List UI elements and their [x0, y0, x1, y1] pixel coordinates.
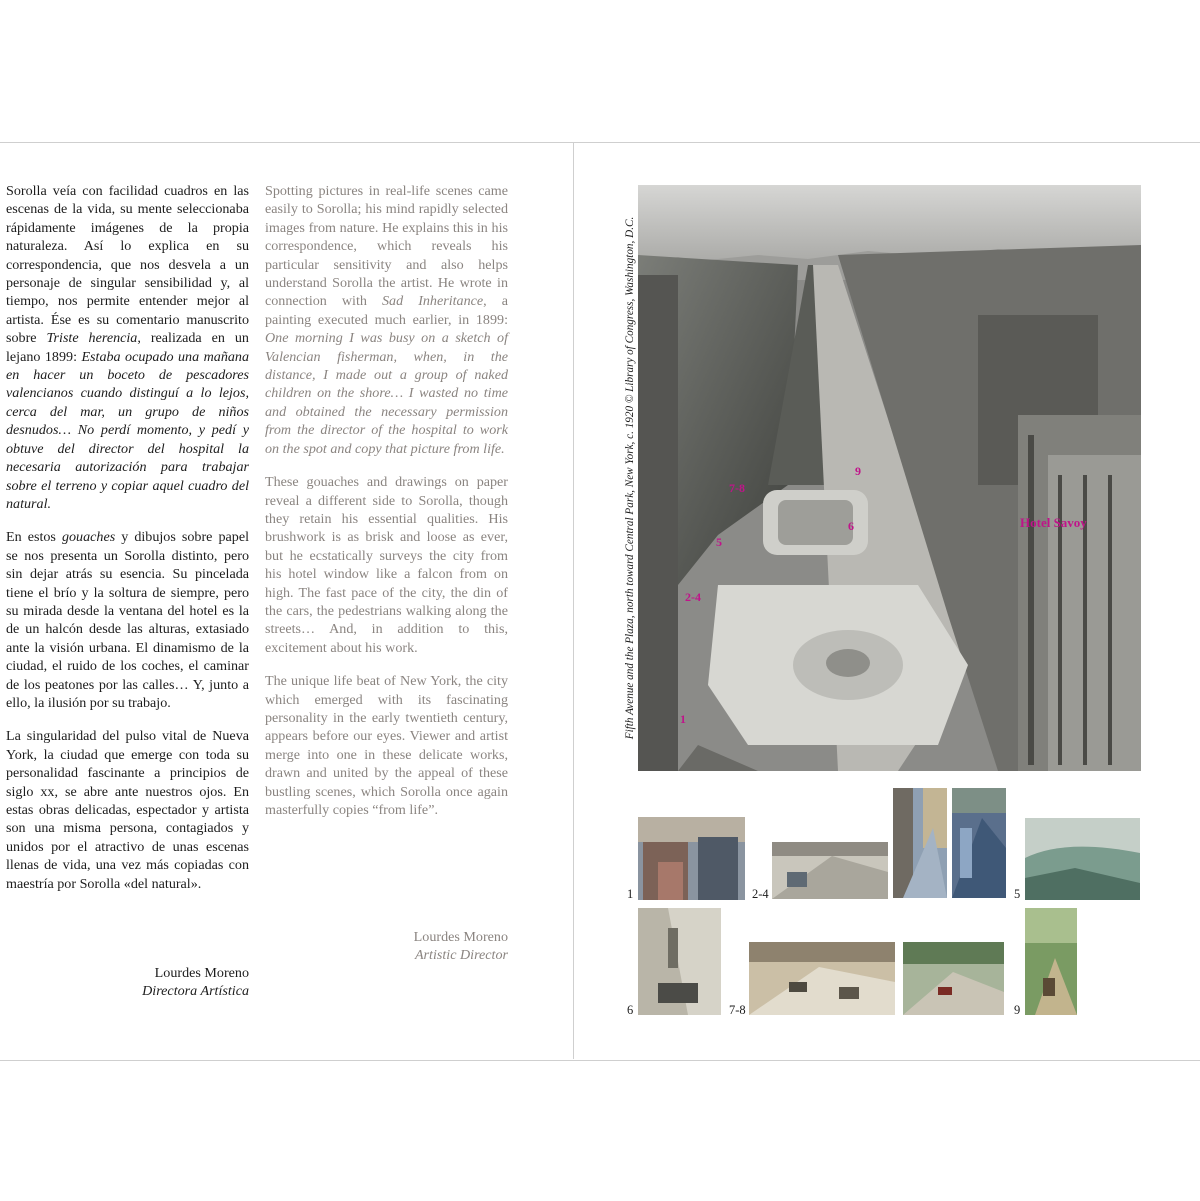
signature-role: Artistic Director [414, 947, 508, 964]
thumbnail-label-5: 5 [1014, 887, 1021, 901]
thumbnail-9 [1025, 908, 1077, 1015]
photo-marker-2-4: 2-4 [685, 590, 701, 604]
paragraph: Sorolla veía con facilidad cuadros en las escenas de la vida, su mente seleccionaba rápidamente imágenes de la propia naturaleza. Así lo explica en su correspondencia, que nos desvela a un personaje de singular sensibilidad y, al tiempo, nos permite entender mejor al artista. Ése es su comentario manuscrito sobre Triste herencia, realizada en un lejano 1899: Estaba ocupado una mañana en hacer un boceto de pescadores valencianos cuando distinguí a lo lejos, cerca del mar, un grupo de niños desnudos… No perdí momento, y pedí y obtuve del director del hospital la necesaria autorización para trabajar sobre el terreno y copiar aquel cuadro del natural. [6, 183, 250, 512]
photo-marker-1: 1 [680, 712, 686, 726]
thumbnail-7 [749, 942, 895, 1015]
thumbnail-1 [638, 817, 745, 900]
paragraph: These gouaches and drawings on paper reveal a different side to Sorolla, though they retain his essential qualities. His brushwork is as brisk and loose as ever, but he ecstatically surveys the city from his hotel window like a falcon from on high. The fast pace of the city, the din of the cars, the pedestrians walking along the streets… And, in addition to this, excitement about his work. [265, 474, 508, 656]
photo-illustration [638, 185, 1141, 771]
paragraph: Spotting pictures in real-life scenes came easily to Sorolla; his mind rapidly selected images from nature. He explains this in his correspondence, which reveals his particular sensitivity and also helps understand Sorolla the artist. He wrote in connection with Sad Inheritance, a painting executed much earlier, in 1899: One morning I was busy on a sketch of Valencian fisherman, when, in the distance, I made out a group of naked children on the shore… I wasted no time and obtained the necessary permission from the director of the hospital to work on the spot and copy that picture from life. [265, 183, 508, 457]
english-signature [265, 928, 508, 965]
thumbnail-3 [893, 788, 947, 898]
photo-marker-6: 6 [848, 519, 854, 533]
signature-name: Lourdes Moreno [154, 965, 249, 981]
thumbnail-label-2-4: 2-4 [752, 887, 769, 901]
historic-photo-fifth-avenue [638, 185, 1141, 771]
thumbnail-label-6: 6 [627, 1003, 634, 1017]
signature-role: Directora Artística [142, 983, 249, 1000]
english-text-column [265, 182, 508, 834]
photo-marker-9: 9 [855, 464, 861, 478]
signature-name: Lourdes Moreno [413, 929, 508, 945]
paragraph: The unique life beat of New York, the city which emerged with its fascinating personality in the early twentieth century, appears before our eyes. Viewer and artist merge into one in these delicate works, drawn and united by the appeal of these bustling scenes, which Sorolla once again masterfully copies “from life”. [265, 673, 508, 818]
spanish-signature [6, 964, 249, 1001]
book-spine [573, 142, 574, 1059]
thumbnail-5 [1025, 818, 1140, 900]
photo-marker-7-8: 7-8 [729, 481, 745, 495]
photo-marker-5: 5 [716, 535, 722, 549]
spanish-text-column [6, 182, 249, 908]
photo-caption [623, 185, 637, 771]
thumbnail-label-7-8: 7-8 [729, 1003, 746, 1017]
hotel-savoy-label: Hotel Savoy [1020, 515, 1087, 530]
thumbnail-8 [903, 942, 1004, 1015]
paragraph: En estos gouaches y dibujos sobre papel se nos presenta un Sorolla distinto, pero sin dejar atrás su esencia. Su pincelada tiene el brío y la soltura de siempre, pero su mirada desde la ventana del hotel es la de un halcón desde las alturas, extasiado ante la visión urbana. El dinamismo de la ciudad, el ruido de los coches, el caminar de los peatones por las calles… Y, junto a ello, la ilusión por su trabajo. [6, 529, 249, 711]
paragraph: La singularidad del pulso vital de Nueva York, la ciudad que emerge con toda su personalidad fascinante a principios de siglo xx, se abre ante nuestros ojos. En estas obras delicadas, espectador y artista son una misma persona, contagiados y unidos por el atractivo de unas escenas llenas de vida, una vez más copiadas con maestría por Sorolla «del natural». [6, 728, 249, 892]
photo-caption-text: Fifth Avenue and the Plaza, north toward Central Park, New York, c. 1920 © Library of Congress, Washington, D.C. [624, 216, 636, 740]
thumbnail-2 [772, 842, 888, 899]
thumbnail-label-1: 1 [627, 887, 634, 901]
thumbnail-4 [952, 788, 1006, 898]
thumbnail-label-9: 9 [1014, 1003, 1021, 1017]
thumbnail-6 [638, 908, 721, 1015]
